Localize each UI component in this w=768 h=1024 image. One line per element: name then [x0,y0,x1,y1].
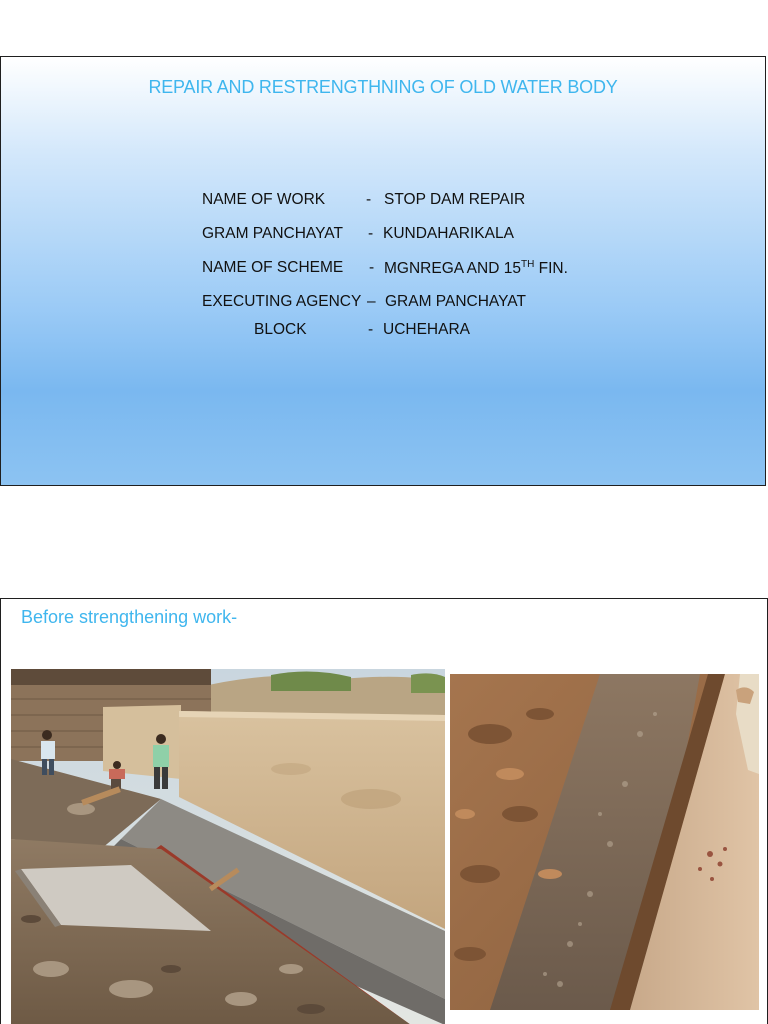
slide-title: REPAIR AND RESTRENGTHNING OF OLD WATER BODY [148,77,618,97]
info-separator: - [366,191,372,208]
info-separator: - [368,321,374,338]
info-value: UCHEHARA [383,321,470,338]
info-label: BLOCK [254,321,307,338]
info-separator: – [367,293,376,310]
photo-dam-wall-workers [11,669,445,1024]
info-value: STOP DAM REPAIR [384,191,526,208]
info-label: NAME OF SCHEME [202,259,344,276]
info-separator: - [368,225,374,242]
slide-title: Before strengthening work- [21,607,238,627]
slide-work-details [0,56,766,486]
photo-trench-closeup [450,674,759,1010]
info-separator: - [369,259,375,276]
info-label: NAME OF WORK [202,191,326,208]
info-value: GRAM PANCHAYAT [385,293,526,310]
slide-before-work [0,598,768,1024]
info-value: KUNDAHARIKALA [383,225,514,242]
info-label: EXECUTING AGENCY [202,293,362,310]
info-label: GRAM PANCHAYAT [202,225,343,242]
info-value: MGNREGA AND 15TH FIN. [384,259,568,278]
